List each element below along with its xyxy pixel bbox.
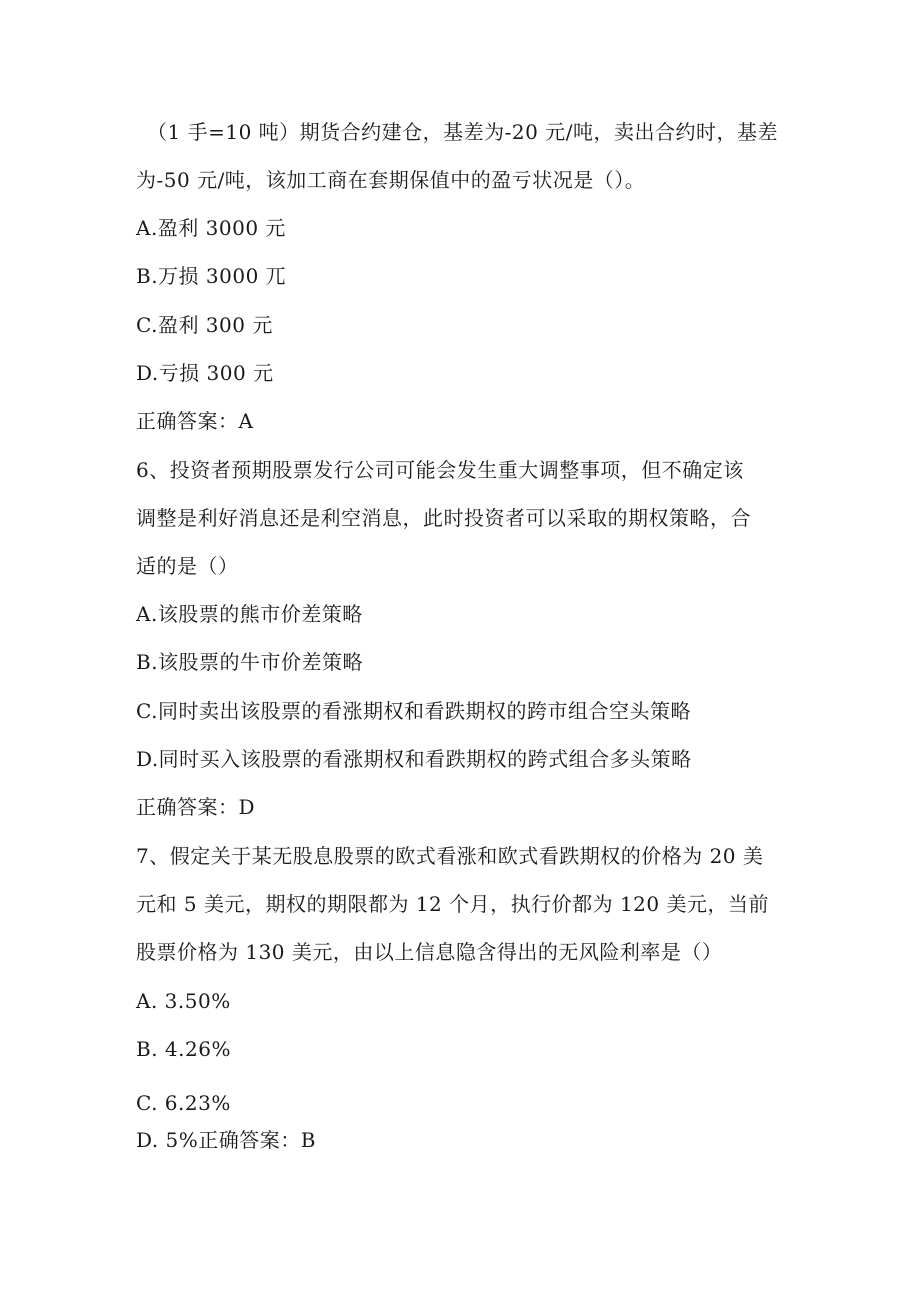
q6-option-b: B.该股票的牛市价差策略 xyxy=(136,650,364,674)
q5-stem-line-2: 为-50 元/吨，该加工商在套期保值中的盈亏状况是（）。 xyxy=(136,168,646,192)
q6-stem-line-1: 6、投资者预期股票发行公司可能会发生重大调整事项，但不确定该 xyxy=(136,458,744,482)
q5-option-d: D.亏损 300 元 xyxy=(136,361,274,385)
q7-stem-line-3: 股票价格为 130 美元，由以上信息隐含得出的无风险利率是（） xyxy=(136,940,723,964)
q7-option-c: C. 6.23% xyxy=(136,1091,231,1115)
q5-stem-line-1: （1 手=10 吨）期货合约建仓，基差为-20 元/吨，卖出合约时，基差 xyxy=(147,120,778,144)
q6-answer: 正确答案：D xyxy=(136,795,256,819)
q7-option-a: A. 3.50% xyxy=(136,989,231,1013)
q6-option-c: C.同时卖出该股票的看涨期权和看跌期权的跨市组合空头策略 xyxy=(136,699,691,723)
q6-option-a: A.该股票的熊市价差策略 xyxy=(136,602,363,626)
q7-option-b: B. 4.26% xyxy=(136,1037,231,1061)
q7-option-d-and-answer: D. 5%正确答案：B xyxy=(136,1128,316,1152)
q6-stem-line-2: 调整是利好消息还是利空消息，此时投资者可以采取的期权策略，合 xyxy=(136,506,751,530)
q7-stem-line-1: 7、假定关于某无股息股票的欧式看涨和欧式看跌期权的价格为 20 美 xyxy=(136,844,764,868)
q7-stem-line-2: 元和 5 美元，期权的期限都为 12 个月，执行价都为 120 美元，当前 xyxy=(136,892,769,916)
q5-option-b: B.万损 3000 兀 xyxy=(136,264,287,288)
q5-option-c: C.盈利 300 元 xyxy=(136,313,273,337)
q6-option-d: D.同时买入该股票的看涨期权和看跌期权的跨式组合多头策略 xyxy=(136,747,692,771)
q6-stem-line-3: 适的是（） xyxy=(136,554,239,578)
q5-answer: 正确答案：A xyxy=(136,409,254,433)
q5-option-a: A.盈利 3000 元 xyxy=(136,216,286,240)
